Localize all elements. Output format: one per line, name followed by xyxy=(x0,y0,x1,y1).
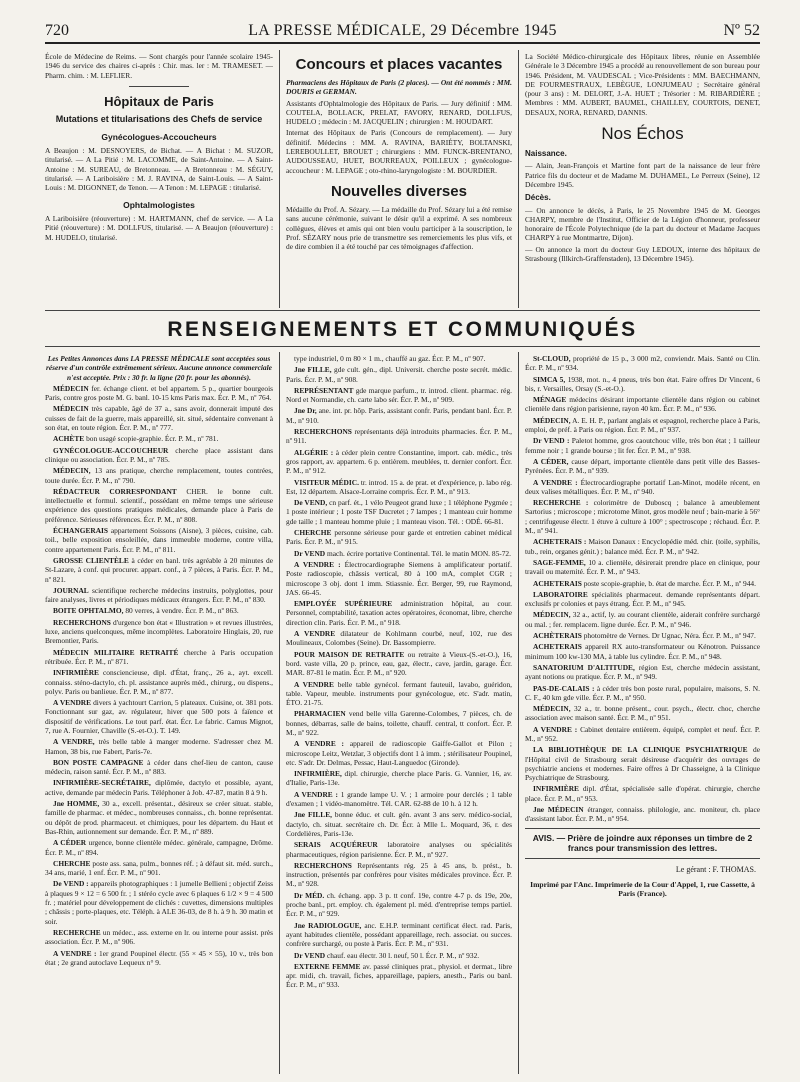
ad-text: poste ass. sana, pulm., bonnes réf. ; à défaut sit. méd. surch., 34 ans, marié, 1 enf. Écr. P. M., nº 901. xyxy=(45,858,273,878)
naissance-text: — Alain, Jean-François et Martine font part de la naissance de leur frère Patrice fils du docteur et de Madame M. DUHAMEL, Le Perreux (Seine), 12 Décembre 1945. xyxy=(525,161,760,189)
page-header xyxy=(45,20,760,44)
ad-text: cherche place assistant dans clinique ou association. Écr. P. M., nº 785. xyxy=(45,445,273,464)
classified-ad xyxy=(45,668,273,696)
ad-text: diplômée, dactylo et possible, ayant, active, demande par médecin Paris. Téléphoner à Job. 47-87, matin 8 à 9 h. xyxy=(45,778,273,797)
divider xyxy=(525,858,760,859)
ad-text: divers à yachtourt Carrion, 5 plateaux. Cuisine, ot. 381 pots. Fonctionnant sur gaz, av. régulateur, hiver que 500 pots à faïence et dispositif de vérifications. Le tout parf. état. Écr. Le fabric. Camus Mignot, 7, rue A. Fournier, Chaville (S.-et-O.). T. 149. xyxy=(45,698,273,735)
ad-lead: EMPLOYÉE SUPÉRIEURE xyxy=(294,599,393,609)
pharmaciens-notice: Pharmaciens des Hôpitaux de Paris (2 places). — Ont été nommés : MM. DOURIS et GERMAN. xyxy=(286,78,512,97)
ad-text: fer. échange client. et bel appartem. 5 p., quartier bourgeois Paris, contre gros poste M. G. banl. 10-15 kms Paris max. Écr. P. M., nº 764. xyxy=(45,383,273,403)
ad-lead: ÉCHANGERAIS xyxy=(53,526,109,536)
ad-text: scientifique recherche médecins instruits, polyglottes, pour faire analyses, livres et périodiques médicaux étrangers. Écr. P. M., nº 830. xyxy=(45,585,273,605)
naissance-title: Naissance. xyxy=(525,149,567,159)
classified-ad xyxy=(286,739,512,767)
classified-ad xyxy=(286,840,512,859)
classified-ad xyxy=(45,758,273,777)
ad-text: type industriel, 0 m 80 × 1 m., chauffé au gaz. Écr. P. M., nº 907. xyxy=(294,354,486,363)
classified-ad xyxy=(286,386,512,405)
ad-text: bonne éduc. et cult. gén. avant 3 ans serv. médico-social, dactylo, ch. situat. secrétaire ch. Dr. Écr. à Mlle L. Moquard, 36, r. des Cordelières, Paris-13e. xyxy=(286,810,512,838)
ad-lead: ALGÉRIE : xyxy=(294,447,334,457)
ad-text: 30 a., excell. présentat., désireux se créer situat. stable, famille de pharmac. et médec., nombreuses connaiss., ch. bonne représentat. ou dépôt de prod. pharmaceut. et chimiques, pour les départem. du Haut et Bas-Rhin, autionnement sur demande. Écr. P. M., nº 889. xyxy=(45,799,273,836)
ad-text: à céder plein centre Constantine, import. cab. médic., très gros rapport, av. appartem. 6 p. entièrem. meublées, tt. dernier confort. Écr. P. M., nº 912. xyxy=(286,447,512,476)
ad-text: ch. échang. app. 3 p. tt conf. 19e, contre 4-7 p. ds 19e, 20e, proche banl., prt. employ. ch. également pl. méd. d'entreprise temps partiel. Écr. P. M., nº 929. xyxy=(286,890,512,919)
ad-lead: SIMCA 5, xyxy=(533,374,566,384)
ad-text: à céder dans chef-lieu de canton, cause médecin, raison santé. Écr. P. M., nº 883. xyxy=(45,757,273,777)
top-column-3 xyxy=(525,52,760,308)
divider xyxy=(525,828,760,829)
ad-lead: A VENDRE, xyxy=(53,737,95,747)
classified-ad xyxy=(286,354,512,363)
gyneco-text: A Beaujon : M. DESNOYERS, de Bichat. — A Bichat : M. SUZOR, titularisé. — A La Pitié : M. LACOMME, de Saint-Antoine. — A Saint-Antoine : M. SUREAU, de Bretonneau. — A Bretonneau : M. SÉGUY, titularisé. — A Lariboisière : M. J. RAVINA, de Saint-Louis. — A Saint-Louis : M. DIGONNET, de Tenon. — A Tenon : M. LEPAGE : titularisé. xyxy=(45,146,273,193)
ad-text: représentants déjà introduits pharmacies. Écr. P. M., nº 911. xyxy=(286,427,512,446)
ad-lead: BOITE OPHTALMO, xyxy=(53,606,124,616)
ad-text: de l'Hôpital civil de Strasbourg serait désireuse d'acquérir des ouvrages de psychiatrie anciens et modernes. Faire offres à Dr Chasseigne, à la Clinique Psychiatrique de Strasbourg. xyxy=(525,745,760,783)
ad-lead: JOURNAL xyxy=(53,585,89,595)
hopitaux-heading: Hôpitaux de Paris xyxy=(104,93,214,109)
classified-ad xyxy=(45,434,273,443)
ad-text: 1 grande lampe U. V. ; 1 armoire pour derclés ; 1 table d'examen ; 1 vidéo-manomètre. Tél. CAR. 62-88 de 10 h. à 12 h. xyxy=(286,789,512,809)
ad-lead: ACHETERAIS : xyxy=(533,537,587,547)
ad-lead: Dr VEND xyxy=(294,950,326,960)
ad-text: A. E. H. P., parlant anglais et espagnol, recherche place à Paris, emploi, de préf. à Paris ou région. Écr. P. M., nº 937. xyxy=(525,415,760,435)
ad-lead: RECHERCHE xyxy=(53,927,101,937)
ad-lead: RÉDACTEUR CORRESPONDANT xyxy=(53,486,177,496)
top-column-2 xyxy=(286,52,512,308)
ad-lead: A VENDRE xyxy=(294,679,334,689)
ad-lead: POUR MAISON DE RETRAITE xyxy=(294,649,405,659)
sezary-notice: Médaille du Prof. A. Sézary. — La médaille du Prof. Sézary lui a été remise sans aucune cérémonie, suivant le désir qu'il a exprimé. A ses nombreux collègues, élèves et amis qui ont bien voulu participer à la souscription, le Prof. SÉZARY nous prie de transmettre ses remerciements les plus vifs, et de dire combien il a été touché par ces témoignages d'affection. xyxy=(286,204,512,252)
header-rule xyxy=(45,42,760,44)
section-rule xyxy=(45,310,760,311)
ad-text: appareil de radioscopie Gaiffe-Gallot et Pilon ; microscope Leitz, Wetzlar, 3 objectifs dont 1 à imm. ; stérilisateur Poupinel, etc. S'adr. Dr. Delmas, Pessac, Haut-Languedoc (Gironde). xyxy=(286,739,512,767)
ad-text: 1er grand Poupinel électr. (55 × 45 × 55), 10 v., très bon état ; 2e grand autoclave Lequeux n° 9. xyxy=(45,948,273,967)
ad-lead: Dr VEND : xyxy=(533,436,570,446)
classified-ad xyxy=(525,478,760,497)
section-rule xyxy=(45,346,760,347)
ad-lead: MÉDECIN MILITAIRE RETRAITÉ xyxy=(53,647,179,657)
classified-ad xyxy=(45,928,273,947)
classified-ad xyxy=(45,556,273,584)
ad-text: urgence, bonne clientèle médec. générale, campagne, Drôme. Écr. P. M., nº 894. xyxy=(45,838,273,857)
classified-ad xyxy=(45,737,273,756)
ad-lead: MÉDECIN xyxy=(53,383,89,393)
ad-text: mach. écrire portative Continental. Tél. le matin MON. 85-72. xyxy=(327,548,511,558)
classified-ad xyxy=(525,704,760,723)
ad-text: anc. E.H.P. terminant certificat élect. rad. Paris, ayant habitudes clientèle, possédant appareillage, rech. associat. ou succes. confrère surchargé, ou poste à Paris. Écr. P. M., nº 931. xyxy=(286,920,512,949)
ad-lead: A VENDRE : xyxy=(294,789,338,799)
ad-text: 10 a. clientèle, désirerait prendre place en clinique, pour travail ou maternité. Écr. P. M., nº 943. xyxy=(525,557,760,577)
assistants-notice: Assistants d'Ophtalmologie des Hôpitaux de Paris. — Jury définitif : MM. COUTELA, BOLLACK, PRELAT, FAVORY, RENARD, DOLLFUS, HUDELO ; médecin : M. JACQUELIN ; chirurgien : M. HOUDART. xyxy=(286,98,512,127)
classified-ad xyxy=(286,951,512,960)
classified-ad xyxy=(286,680,512,708)
classified-ad xyxy=(45,487,273,524)
ad-text: dipl. d'État, spécialisée salle d'opérat. chirurgie, cherche place. Écr. P. M., nº 953. xyxy=(525,784,760,803)
ad-lead: INFIRMIÈRE xyxy=(533,784,579,794)
ad-text: cn parf. ét., 1 vélo Peugeot grand luxe ; 1 téléphone Pygmée ; 1 poste intérieur ; 1 poste TSF Ducretet ; 7 lampes ; 1 manteau cuir homme gde taille ; 1 manteau homme pluie ; 1 manteau vison. Tél. : ODÉ. 66-81. xyxy=(286,498,512,526)
ad-lead: RECHERCHONS xyxy=(294,427,352,437)
ad-text: d'urgence bon état « Illustration » et revues illustrées, luxe, anciens quelconques, même incomplètes. Laboratoire Hinglais, 20, rue Bremontier, Paris. xyxy=(45,617,273,646)
ad-text: chauf. eau électr. 30 l. neuf, 50 l. Écr. P. M., nº 932. xyxy=(327,950,480,960)
classified-ad xyxy=(525,416,760,435)
ad-lead: VISITEUR MÉDIC. xyxy=(294,477,359,487)
ad-text: 32 a., actif, ly. au courant clientèle, aiderait confrère surchargé ou mal. ; fer. remplacem. ligne durée. Écr. P. M., nº 946. xyxy=(525,610,760,629)
ad-lead: CHERCHE xyxy=(53,858,91,868)
classified-ad xyxy=(286,921,512,949)
ad-text: ane. int. pr. hôp. Paris, assistant confr. Paris, pendant banl. Écr. P. M., nº 910. xyxy=(286,406,512,425)
ad-text: médecins désirant importante clientèle dans région ou cabinet clientèle dans région parisienne, rayon 40 km. Écr. P. M., nº 936. xyxy=(525,395,760,414)
ad-text: Paletot homme, gros caoutchouc ville, très bon état ; 1 tailleur femme noir ; 1 grande bourse ; lit fer. Écr. P. M., nº 938. xyxy=(525,436,760,455)
classified-ad xyxy=(286,498,512,526)
classified-ad xyxy=(525,436,760,455)
ad-text: très belle table à manger moderne. S'adresser chez M. Hamon, 38 bis, rue Fabert, Paris-7e. xyxy=(45,737,273,756)
deces-text-2: — On annonce la mort du docteur Guy LEDOUX, interne des hôpitaux de Strasbourg (Illkirch-Graffenstaden), 13 Décembre 1945). xyxy=(525,244,760,264)
avis-notice: AVIS. — Prière de joindre aux réponses un timbre de 2 francs pour transmission des lettres. xyxy=(532,832,753,854)
ad-lead: RECHERCHONS xyxy=(53,617,111,627)
ad-lead: RECHERCHE : xyxy=(533,498,589,508)
ad-text: Maison Danaux : Encyclopédie méd. chir. (toile, syphilis, tub., rein, organes génit.) ; balance méd. Écr. P. M., nº 942. xyxy=(525,537,760,556)
ad-lead: A VENDRE xyxy=(294,629,336,639)
classified-ad xyxy=(286,891,512,919)
ad-text: Électrocardiographe portatif Lan-Minot, modèle récent, en deux valises métalliques. Écr. P. M., nº 940. xyxy=(525,477,760,496)
ad-lead: BON POSTE CAMPAGNE xyxy=(53,757,144,767)
classified-ad xyxy=(525,498,760,535)
ad-text: très capable, âgé de 37 a., sans avoir, donnerait imputé des cuisses de fait de la guerre, mais appareillé, sit. situé, sédentaire convenant à son état, en toute région. Écr. P. M., nº 777. xyxy=(45,404,273,433)
ad-text: appareil RX auto-transformateur ou Kénotron. Puissance minimum 100 kw-130 MA, à table lus cylindre. Écr. P. M., nº 948. xyxy=(525,642,760,661)
ad-text: dipl. chirurgie, cherche place Paris. G. Vannier, 16, av. d'Italie, Paris-13e. xyxy=(286,769,512,788)
classified-ad xyxy=(525,784,760,803)
column-separator xyxy=(518,50,519,308)
ad-lead: SANATORIUM D'ALTITUDE, xyxy=(533,662,635,672)
ad-lead: CHERCHE xyxy=(294,528,332,538)
ad-text: 32 a., tr. bonne présent., cour. psych., électr. choc, cherche association avec maison santé. Écr. P. M., nº 951. xyxy=(525,704,760,723)
ad-lead: PAS-DE-CALAIS : xyxy=(533,683,595,693)
ad-text: étranger, connaiss. philologie, anc. moniteur, ch. place d'assistant labor. Écr. P. M., nº 954. xyxy=(525,805,760,824)
classified-ad xyxy=(525,354,760,373)
ad-lead: LABORATOIRE xyxy=(533,589,588,599)
ad-text: ou retraite à Vieux-(S.-et-O.), 16, bord. vaste villa, 20 p. prince, eau, gaz, électr., cave, jardin, garage. Écr. MAR. 87-81 le matin. Écr. P. M., nº 920. xyxy=(286,649,512,678)
classified-ad xyxy=(286,478,512,497)
classified-ad xyxy=(45,526,273,554)
ad-lead: A CÉDER xyxy=(53,838,87,848)
classified-ad xyxy=(525,684,760,703)
societe-notice: La Société Médico-chirurgicale des Hôpitaux libres, réunie en Assemblée Générale le 3 Décembre 1945 a procédé au renouvellement de son bureau pour 1946. Président, M. VAUDESCAL ; Vice-Présidents : MM. BAECHMANN, DE FOURMESTRAUX, LEBÈGUE, LONJUMEAU ; Secrétaire général (pour 3 ans) : M. DELORT, J.-A. HUET ; Trésorier : M. RIBARDIÈRE ; Membres : MM. AUBERT, BAUMEL, CHAILLEY, COURTOIS, DENET, DESAUX, NORA, RENARD, DANNIS. xyxy=(525,52,760,117)
classified-ad xyxy=(525,663,760,682)
classified-ad xyxy=(45,949,273,968)
column-separator xyxy=(279,352,280,1074)
classified-ad xyxy=(525,590,760,609)
classified-ad xyxy=(45,446,273,465)
classified-ad xyxy=(525,558,760,577)
ad-text: appartement Soissons (Aisne), 3 pièces, cuisine, cab. toil., belle exposition ensoleillée, dans immeuble moderne, contre villa, contre appartement Paris. Écr. P. M., nº 811. xyxy=(45,526,273,554)
classified-ad xyxy=(525,725,760,744)
classified-ad xyxy=(525,805,760,824)
ad-text: belle table gynécol. fermant fauteuil, lavabo, guéridon, table. Vapeur, meuble. instruments pour gynécologue, etc. S'adr. matin, ÉTO. 21-75. xyxy=(286,679,512,708)
classified-ad xyxy=(45,466,273,485)
mutations-subheading: Mutations et titularisations des Chefs de service xyxy=(55,113,263,124)
ad-text: cause départ, importante clientèle dans petit ville des Basses-Pyrénées. Écr. P. M., nº 939. xyxy=(525,456,760,476)
ad-text: 1938, mot. n., 4 pneus, très bon état. Faire offres Dr Vincent, 6 bis, r. Versailles, Orsay (S.-et-O.). xyxy=(525,374,760,393)
ads-column-2 xyxy=(286,354,512,1076)
ad-text: Cabinet dentaire entièrem. équipé, complet et neuf. Écr. P. M., nº 952. xyxy=(525,724,760,743)
ad-lead: SERAIS ACQUÉREUR xyxy=(294,840,378,850)
ad-lead: MÉDECIN, xyxy=(53,466,91,476)
classified-ad xyxy=(286,365,512,384)
ads-column-1 xyxy=(45,354,273,1076)
page-number: 720 xyxy=(45,22,69,39)
ad-text: à céder très bon poste rural, populaire, maisons, S. N. C. F., 40 km gde ville. Écr. P. M., nº 950. xyxy=(525,683,760,702)
ad-lead: Jne FILLE, xyxy=(294,365,332,375)
ad-text: av. passé cliniques prat., physiol. et dermat., libre apr. midi, ch. travail, fiches, appareillage, papiers, anesth., Paris ou banl. Écr. P. M., nº 933. xyxy=(286,961,512,990)
classified-ad xyxy=(286,650,512,678)
classified-ad xyxy=(45,778,273,797)
classified-ad xyxy=(286,560,512,597)
divider xyxy=(129,86,189,87)
ad-lead: Jne HOMME, xyxy=(53,799,100,809)
classified-ad xyxy=(286,861,512,889)
ads-notice: Les Petites Annonces dans LA PRESSE MÉDICALE sont acceptées sous réserve d'un contrôle extrêmement sérieux. Aucune annonce commerciale n'est acceptée. Prix : 30 fr. la ligne (20 fr. pour les abonnés). xyxy=(46,354,272,382)
ad-lead: INFIRMIÈRE, xyxy=(294,769,342,779)
ophta-title: Ophtalmologistes xyxy=(123,199,195,210)
ad-lead: A VENDRE xyxy=(53,698,92,708)
ad-text: spécialités pharmaceut. demande représentants départ. exclusifs pr colonies et pays étrang. Écr. P. M., nº 945. xyxy=(525,589,760,609)
top-column-1 xyxy=(45,52,273,308)
gyneco-title: Gynécologues-Accoucheurs xyxy=(101,131,217,142)
ad-lead: MÉDECIN xyxy=(53,404,89,414)
classified-ad xyxy=(525,537,760,556)
classified-ad xyxy=(286,629,512,648)
echos-heading: Nos Échos xyxy=(601,124,684,144)
ad-lead: A VENDRE : xyxy=(294,739,345,749)
ad-lead: SAGE-FEMME, xyxy=(533,557,586,567)
ad-text: administration hôpital, au cour. Personnel, comptabilité, taxation actes opératoires, économat, libre, cherche direction clin. Paris. Écr. P. M., nº 918. xyxy=(286,599,512,627)
ad-lead: Jne Dr, xyxy=(294,406,317,416)
ads-list xyxy=(525,354,760,824)
deces-title: Décès. xyxy=(525,193,551,203)
ad-lead: Jne MÉDECIN xyxy=(533,805,584,815)
classified-ad xyxy=(45,586,273,605)
classified-ad xyxy=(45,606,273,615)
reims-notice: École de Médecine de Reims. — Sont chargés pour l'année scolaire 1945-1946 du service des chaires ci-après : Chir. mas. ler : M. TRAMESET. — Pharm. chim. : M. LEFLIER. xyxy=(45,52,273,80)
ad-lead: De VEND : xyxy=(53,879,89,889)
ad-text: cherche à Paris occupation rétribuée. Écr. P. M., nº 871. xyxy=(45,647,273,666)
classified-ad xyxy=(286,709,512,737)
column-separator xyxy=(279,50,280,308)
ad-text: personne sérieuse pour garde et entretien cabinet médical Paris. Écr. P. M., nº 915. xyxy=(286,528,512,547)
classified-ad xyxy=(286,549,512,558)
classified-ad xyxy=(286,962,512,990)
ad-lead: ACHÈTE xyxy=(53,434,85,444)
renseignements-banner: RENSEIGNEMENTS ET COMMUNIQUÉS xyxy=(167,318,638,341)
ad-text: poste scopie-graphie, b. état de marche. Écr. P. M., nº 944. xyxy=(583,578,756,588)
imprimeur-line: Imprimé par l'Anc. Imprimerie de la Cour d'Appel, 1, rue Cassette, à Paris (France). xyxy=(530,879,755,899)
ad-text: 13 ans pratique, cherche remplacement, toutes contrées, toute durée. Écr. P. M., nº 790. xyxy=(45,466,273,485)
ads-list xyxy=(45,384,273,967)
ad-lead: MÉNAGE xyxy=(533,395,567,405)
ad-text: colorimètre de Duboscq ; balance à ameublement Sartorius ; microscope ; microtome Minot, gros modèle neuf ; bain-marie à 56° ; centrifugeuse électr. 1 étuve à culture à 100° ; spectroscope ; réchaud. Écr. P. M., nº 941. xyxy=(525,498,760,536)
ad-lead: MÉDECIN, xyxy=(533,704,571,714)
ad-lead: LA BIBLIOTHÈQUE DE LA CLINIQUE PSYCHIATRIQUE xyxy=(533,745,748,755)
classified-ad xyxy=(525,610,760,629)
journal-title: LA PRESSE MÉDICALE, 29 Décembre 1945 xyxy=(248,22,557,39)
ophta-text: A Lariboisière (réouverture) : M. HARTMANN, chef de service. — A La Pitié (réouverture) : M. DOLLFUS, titularisé. — A Beaujon (réouverture) : M. HUDELO, titularisé. xyxy=(45,213,273,242)
ad-lead: A VENDRE : xyxy=(533,477,578,487)
classified-ad xyxy=(45,799,273,836)
internat-notice: Internat des Hôpitaux de Paris (Concours de remplacement). — Jury définitif. Médecins : MM. A. RAVINA, BARIÉTY, BOLTANSKI, LEREBOULLET, BROUET ; chirurgiens : MM. FUNCK-BRENTANO, AUDOUSSEAU, HUET, BOURREAUX, POILLEUX ; gynécologue-accoucheur : M. LEPAGE ; oto-rhino-laryngologiste : M. BOURDIER. xyxy=(286,128,512,175)
classified-ad xyxy=(45,648,273,667)
classified-ad xyxy=(45,404,273,432)
ad-text: photomètre de Vernes. Dr Ugnac, Néra. Écr. P. M., nº 947. xyxy=(583,631,756,641)
classified-ad xyxy=(525,457,760,476)
ad-lead: A VENDRE : xyxy=(294,559,341,569)
ad-lead: MÉDECIN, xyxy=(533,610,571,620)
classified-ad xyxy=(286,790,512,809)
ad-text: tr. introd. 15 a. de prat. et d'expérience, p. labo rég. Est, 12 départem. Alsace-Lorraine compris. Écr. P. M., nº 913. xyxy=(286,477,512,496)
ad-lead: MÉDECIN, xyxy=(533,415,571,425)
ad-lead: GROSSE CLIENTÈLE xyxy=(53,555,129,565)
classified-ad xyxy=(45,698,273,735)
ad-text: bon usagé scopie-graphie. Écr. P. M., nº 781. xyxy=(86,434,219,444)
ad-text: un médec., ass. externe en lr. ou interne pour assist. près association. Écr. P. M., nº 906. xyxy=(45,927,273,947)
classified-ad xyxy=(286,406,512,425)
ad-lead: INFIRMIÈRE-SECRÉTAIRE, xyxy=(53,778,151,788)
ad-text: laboratoire analyses ou spécialités pharmaceutiques, région parisienne. Écr. P. M., nº 927. xyxy=(286,840,512,859)
classified-ad xyxy=(45,859,273,878)
classified-ad xyxy=(286,448,512,476)
ad-lead: A VENDRE : xyxy=(533,724,578,734)
ad-lead: Jne RADIOLOGUE, xyxy=(294,920,362,930)
ad-text: consciencieuse, dipl. d'État, franç., 26 a., ayt. excell. connaiss. sténo-dactylo, ch. pl. assistance auprès méd., chirurg., ou dispens., polyv. Paris ou banlieue. Écr. P. M., nº 877. xyxy=(45,668,273,696)
classified-ad xyxy=(525,642,760,661)
ad-lead: INFIRMIÈRE xyxy=(53,668,99,678)
classified-ad xyxy=(286,599,512,627)
ad-lead: EXTERNE FEMME xyxy=(294,961,361,971)
ad-lead: A VENDRE : xyxy=(53,948,97,958)
ad-lead: REPRÉSENTANT xyxy=(294,385,354,395)
ad-text: dilatateur de Kohlmann courbé, neuf, 102, rue des Moulineaux, Colombes (Seine). Dr. Bassompierre. xyxy=(286,629,512,648)
ad-text: gde cult. gén., dipl. Universit. cherche poste secrét. médic. Paris. Écr. P. M., nº 908. xyxy=(286,365,512,384)
ad-lead: ACHETERAIS xyxy=(533,578,582,588)
ad-lead: Dr VEND xyxy=(294,548,326,558)
ad-text: région Est, cherche médecin assistant, ayant notions ou pratique. Écr. P. M., nº 949. xyxy=(525,662,760,682)
ad-text: vend belle villa Garenne-Colombes, 7 pièces, ch. de bonnes, débarras, salle de bains, toilette, chauff. central, tt confort. Écr. P. M., nº 922. xyxy=(286,709,512,737)
ad-text: gde marque parfum., tr. introd. client. pharmac. rég. Nord et Normandie, ch. carte labo sér. Écr. P. M., nº 909. xyxy=(286,385,512,405)
classified-ad xyxy=(286,528,512,547)
classified-ad xyxy=(525,395,760,414)
ads-list xyxy=(286,354,512,990)
ad-text: à céder en banl. très agréable à 20 minutes de St-Lazare, à conf. qui procurer. appart. conf., à 7 pièces, à Paris. Écr. P. M., nº 821. xyxy=(45,555,273,584)
deces-text-1: — On annonce le décès, à Paris, le 25 Novembre 1945 de M. Georges CHARPY, membre de l'Institut, Officier de la Légion d'honneur, professeur honoraire de l'École Polytechnique (de la part du docteur et Madame Jacques CHARPY à rue Montmartre, Dijon). xyxy=(525,205,760,243)
ad-lead: Jne FILLE, xyxy=(294,810,332,820)
classified-ad xyxy=(525,579,760,588)
ad-lead: St-CLOUD, xyxy=(533,354,571,363)
ad-text: 80 verres, à vendre. Écr. P. M., nº 863. xyxy=(125,606,239,616)
concours-heading: Concours et places vacantes xyxy=(295,56,503,73)
ad-lead: De VEND, xyxy=(294,498,328,508)
ad-lead: ACHÈTERAIS xyxy=(533,631,582,641)
gerant-line: Le gérant : F. THOMAS. xyxy=(675,864,756,874)
classified-ad xyxy=(286,769,512,788)
nouvelles-heading: Nouvelles diverses xyxy=(331,182,467,200)
classified-ad xyxy=(286,810,512,838)
ad-lead: A CÉDER, xyxy=(533,456,569,466)
ad-lead: PHARMACIEN xyxy=(294,709,346,719)
classified-ad xyxy=(45,384,273,403)
classified-ad xyxy=(45,838,273,857)
classified-ad xyxy=(286,427,512,446)
ad-lead: RECHERCHONS xyxy=(294,860,352,870)
ad-lead: GYNÉCOLOGUE-ACCOUCHEUR xyxy=(53,445,169,455)
ad-text: Représentants rég. 25 à 45 ans, b. prést., b. instruction, présentés par confrères pour visites médicales province. Écr. P. M., nº 928. xyxy=(286,860,512,889)
ad-text: appareils photographiques : 1 jumelle Bellieni ; objectif Zeiss à plaques 9 × 12 = 6 500 fr. ; 1 stéréo cycle avec 6 plaques 6 1/2 × 9 = 4 500 fr. ; matériel pour développement de clichés : cuvettes, dimensions multiples ; châssis ; porte-plaques, etc. Téléph. à ALE 36-03, de 8 h. à 9 h. 30 matin et soir. xyxy=(45,879,273,926)
issue-number: Nº 52 xyxy=(723,22,760,39)
classified-ad xyxy=(45,618,273,646)
classified-ad xyxy=(525,375,760,394)
ad-text: CHER. le bonne cult. intellectuelle et formul. scientif., possédant en même temps une sérieuse expérience des questions pratiques médicales, demande place à Paris de préférence. Sérieuses références. Écr. P. M., nº 808. xyxy=(45,486,273,524)
column-separator xyxy=(518,352,519,1074)
classified-ad xyxy=(525,631,760,640)
ad-lead: ACHETERAIS xyxy=(533,642,582,652)
classified-ad xyxy=(525,745,760,782)
ads-column-3 xyxy=(525,354,760,1076)
ad-text: propriété de 15 p., 3 000 m2, conviendr. Mais. Santé ou Clin. Écr. P. M., nº 934. xyxy=(525,354,760,373)
classified-ad xyxy=(45,879,273,925)
ad-lead: Dr MÉD. xyxy=(294,890,325,900)
ad-text: Électrocardiographe Siemens à amplificateur portatif. Poste radioscopie, châssis vertical, 80 à 100 mA, complet CGR ; microscope 3 obj. dont 1 imm. Stiassnie. Écr. Berger, 99, rue Raymond, JAS. 66-45. xyxy=(286,559,512,597)
